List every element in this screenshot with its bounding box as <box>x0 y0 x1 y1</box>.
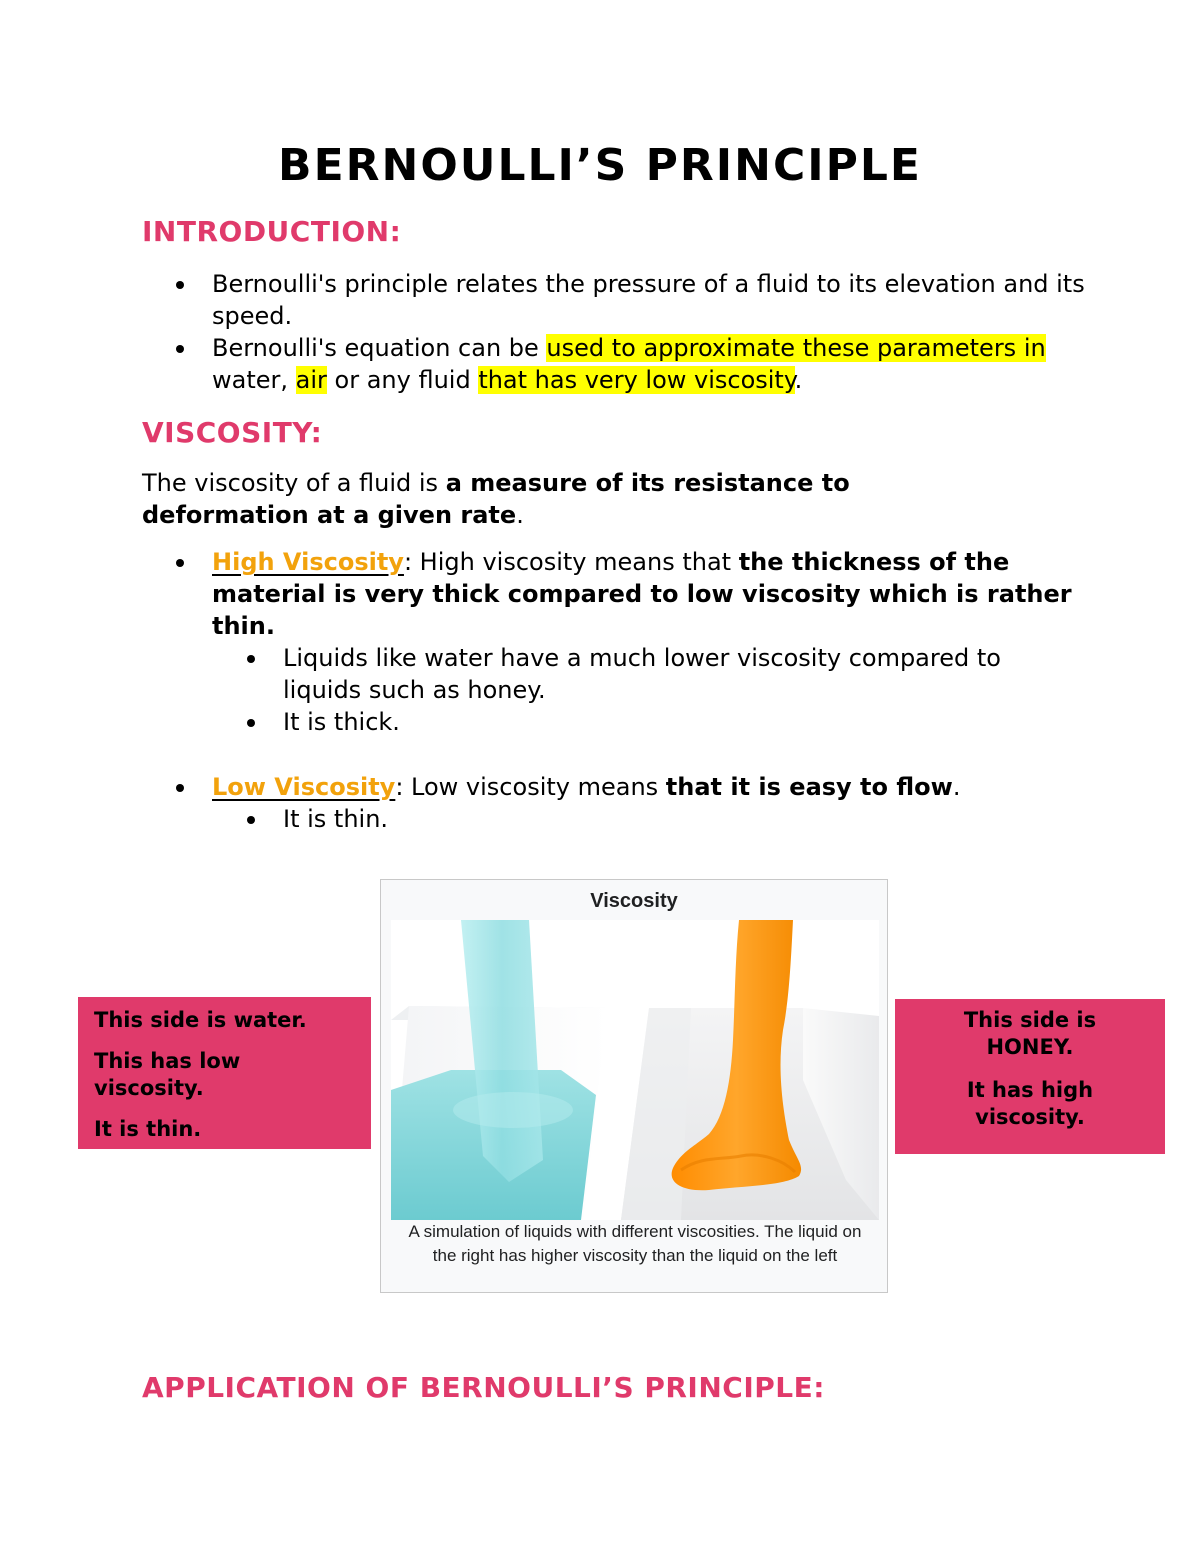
high-viscosity-list <box>142 546 1072 738</box>
definition-end: . <box>516 501 524 529</box>
list-item <box>142 268 1102 332</box>
callout-line: This has low viscosity. <box>94 1049 241 1100</box>
application-heading: APPLICATION OF BERNOULLI’S PRINCIPLE: <box>142 1371 825 1404</box>
bullet-bold-text: that it is easy to flow <box>665 773 953 801</box>
list-item <box>142 546 1072 738</box>
list-item <box>142 332 1102 396</box>
introduction-bullet-1: Bernoulli's principle relates the pressure of a fluid to its elevation and its speed. <box>212 270 1085 330</box>
callout-line: This side is HONEY. <box>963 1008 1097 1059</box>
highlighted-text: used to approximate these parameters in <box>546 334 1046 362</box>
definition-text: The viscosity of a fluid is <box>142 469 446 497</box>
definition-bold-text: a measure of its resistance to deformation at a given rate <box>142 469 850 529</box>
high-viscosity-term: High Viscosity <box>212 548 404 576</box>
viscosity-figure <box>380 879 888 1293</box>
water-splash <box>453 1092 573 1128</box>
callout-line: It has high viscosity. <box>966 1078 1094 1129</box>
introduction-heading: INTRODUCTION: <box>142 215 402 248</box>
introduction-list <box>142 268 1102 396</box>
low-viscosity-term: Low Viscosity <box>212 773 396 801</box>
list-item <box>212 706 1072 738</box>
bullet-text: Bernoulli's equation can be <box>212 334 547 362</box>
bullet-text: water, <box>212 366 296 394</box>
bullet-text: . <box>952 773 961 801</box>
figure-caption: A simulation of liquids with different viscosities. The liquid on the right has higher viscosity than the liquid on the left <box>408 1222 862 1265</box>
sub-bullet-text: It is thick. <box>283 708 400 736</box>
list-item <box>212 803 1102 835</box>
viscosity-heading: VISCOSITY: <box>142 416 323 449</box>
viscosity-simulation-image <box>391 920 879 1220</box>
list-item <box>142 771 1102 835</box>
list-item <box>212 642 1072 706</box>
figure-title: Viscosity <box>590 890 678 912</box>
low-viscosity-sublist <box>212 803 1102 835</box>
highlighted-text: that has very low viscosity <box>478 366 795 394</box>
honey-callout <box>895 999 1165 1154</box>
bullet-text: or any fluid <box>326 366 479 394</box>
highlighted-text: air <box>295 366 327 394</box>
bullet-text: : Low viscosity means <box>395 773 666 801</box>
high-viscosity-sublist <box>212 642 1072 738</box>
bullet-text: . <box>794 366 803 394</box>
water-callout <box>78 997 371 1149</box>
viscosity-definition <box>142 467 962 531</box>
sub-bullet-text: Liquids like water have a much lower viscosity compared to liquids such as honey. <box>283 644 1001 704</box>
sub-bullet-text: It is thin. <box>283 805 389 833</box>
bullet-bold-text: the thickness of the material is very thick compared to low viscosity which is rather thin. <box>212 548 1072 640</box>
callout-line: This side is water. <box>94 1008 307 1032</box>
low-viscosity-list <box>142 771 1102 835</box>
callout-line: It is thin. <box>94 1117 202 1141</box>
document-title: BERNOULLI’S PRINCIPLE <box>278 140 922 191</box>
bullet-text: : High viscosity means that <box>403 548 739 576</box>
